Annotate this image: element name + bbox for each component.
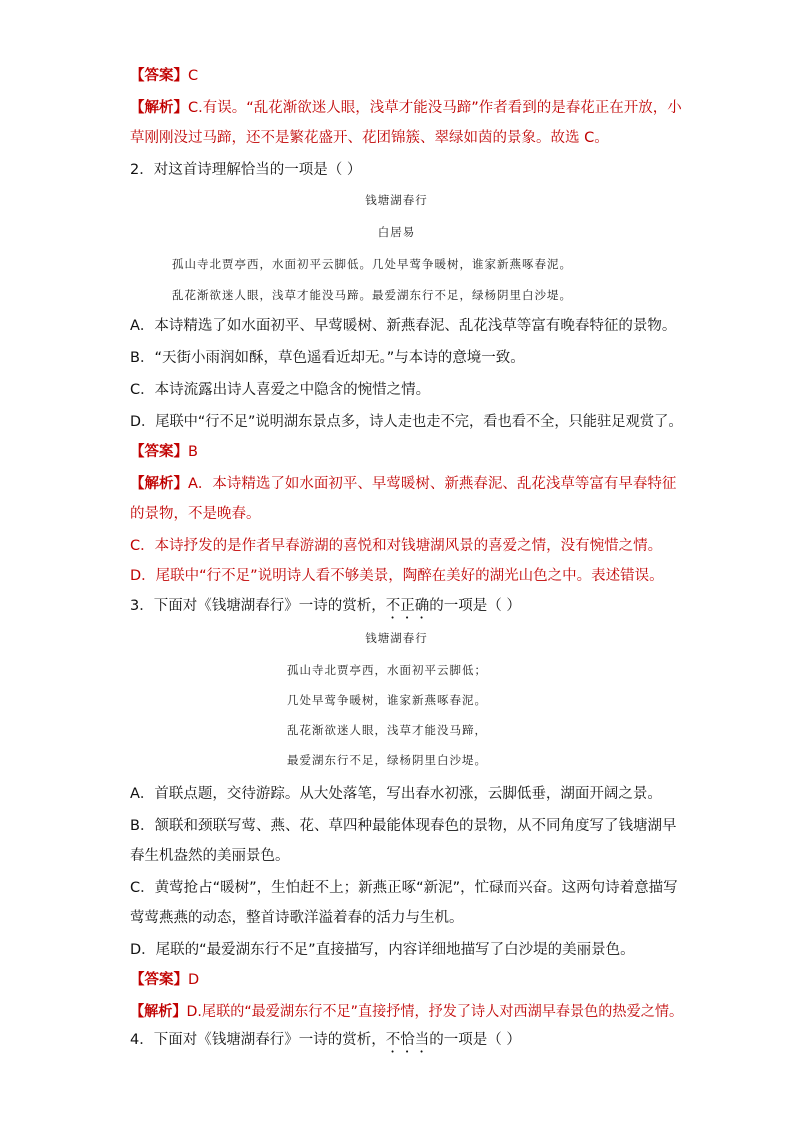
q3-poem-line-4: 最爱湖东行不足，绿杨阴里白沙堤。 (287, 753, 487, 767)
q3-option-b-line-1: B．颔联和颈联写莺、燕、花、草四种最能体现春色的景物，从不同角度写了钱塘湖早 (130, 818, 677, 834)
q3-option-c-line-1: C．黄莺抢占“暖树”，生怕赶不上；新燕正啄“新泥”，忙碌而兴奋。这两句诗着意描写 (130, 880, 678, 896)
q4-stem-after: 的一项是（ ） (429, 1032, 521, 1048)
q2-analysis-line-4: D．尾联中“行不足”说明诗人看不够美景，陶醉在美好的湖光山色之中。表述错误。 (130, 568, 664, 584)
analysis-tag: 【解析】 (130, 476, 188, 492)
answer-value: C (188, 68, 199, 84)
q2-poem-line-2: 乱花渐欲迷人眼，浅草才能没马蹄。最爱湖东行不足，绿杨阴里白沙堤。 (172, 288, 572, 302)
q4-stem-before: 4．下面对《钱塘湖春行》一诗的赏析， (130, 1032, 386, 1048)
analysis-text: A．本诗精选了如水面初平、早莺暖树、新燕春泥、乱花浅草等富有早春特征 (188, 476, 677, 492)
q3-analysis (130, 1002, 683, 1022)
q3-option-a: A．首联点题，交待游踪。从大处落笔，写出春水初涨，云脚低垂，湖面开阔之景。 (130, 786, 662, 802)
answer-tag: 【答案】 (130, 444, 188, 460)
q1-answer (130, 66, 198, 86)
q2-stem: 2．对这首诗理解恰当的一项是（ ） (130, 162, 362, 178)
q3-option-b-line-2: 春生机盎然的美丽景色。 (130, 848, 290, 864)
q4-stem-emphasis: 不恰当 (385, 1032, 430, 1048)
analysis-text: C.有误。“乱花渐欲迷人眼，浅草才能没马蹄”作者看到的是春花正在开放，小 (188, 100, 682, 116)
q1-analysis-line-1 (130, 98, 682, 118)
answer-tag: 【答案】 (130, 972, 188, 988)
q2-analysis-line-2: 的景物，不是晚春。 (130, 506, 261, 522)
q3-stem-emphasis: 不正确 (385, 598, 430, 614)
q3-poem-line-1: 孤山寺北贾亭西，水面初平云脚低； (287, 663, 487, 677)
q2-analysis-line-1 (130, 474, 676, 494)
q3-option-c-line-2: 莺莺燕燕的动态，整首诗歌洋溢着春的活力与生机。 (130, 910, 464, 926)
answer-value: B (188, 444, 198, 460)
q3-poem-line-3: 乱花渐欲迷人眼，浅草才能没马蹄， (287, 723, 487, 737)
q2-answer (130, 442, 198, 462)
q1-analysis-line-2: 草刚刚没过马蹄，还不是繁花盛开、花团锦簇、翠绿如茵的景象。故选 C。 (130, 130, 609, 146)
q3-answer (130, 970, 199, 990)
q4-stem (130, 1030, 521, 1056)
q3-option-d: D．尾联的“最爱湖东行不足”直接描写，内容详细地描写了白沙堤的美丽景色。 (130, 942, 635, 958)
q2-poem-title: 钱塘湖春行 (365, 193, 428, 207)
q3-poem-title: 钱塘湖春行 (365, 631, 428, 645)
q2-poem-line-1: 孤山寺北贾亭西，水面初平云脚低。几处早莺争暖树，谁家新燕啄春泥。 (172, 257, 572, 271)
q3-poem-line-2: 几处早莺争暖树，谁家新燕啄春泥。 (287, 693, 487, 707)
q3-stem-before: 3．下面对《钱塘湖春行》一诗的赏析， (130, 598, 386, 614)
analysis-tag: 【解析】 (130, 100, 188, 116)
q2-option-b: B．“天街小雨润如酥，草色遥看近却无。”与本诗的意境一致。 (130, 350, 525, 366)
q2-poem-author: 白居易 (377, 225, 416, 239)
analysis-tag: 【解析】 (130, 1004, 187, 1020)
answer-tag: 【答案】 (130, 68, 188, 84)
q2-option-c: C．本诗流露出诗人喜爱之中隐含的惋惜之情。 (130, 382, 431, 398)
q2-analysis-line-3: C．本诗抒发的是作者早春游湖的喜悦和对钱塘湖风景的喜爱之情，没有惋惜之情。 (130, 538, 663, 554)
q2-option-d: D．尾联中“行不足”说明湖东景点多，诗人走也走不完，看也看不全，只能驻足观赏了。 (130, 414, 683, 430)
q3-stem-after: 的一项是（ ） (429, 598, 521, 614)
answer-value: D (188, 972, 200, 988)
q3-stem (130, 596, 521, 622)
q2-option-a: A．本诗精选了如水面初平、早莺暖树、新燕春泥、乱花浅草等富有晚春特征的景物。 (130, 318, 677, 334)
analysis-text: D.尾联的“最爱湖东行不足”直接抒情，抒发了诗人对西湖早春景色的热爱之情。 (186, 1004, 684, 1020)
